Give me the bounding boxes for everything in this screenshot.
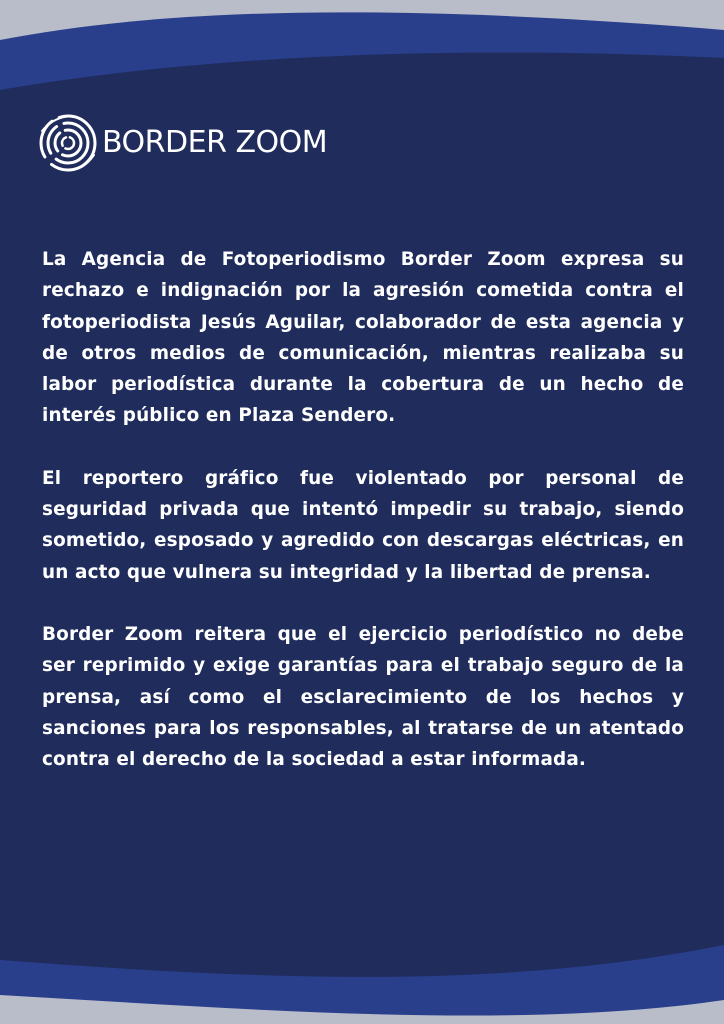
brand-logo xyxy=(36,111,327,175)
circular-lens-icon xyxy=(36,111,100,175)
brand-name: BORDER ZOOM xyxy=(102,125,328,160)
statement-body xyxy=(42,244,684,806)
statement-paragraph-2: El reportero gráfico fue violentado por personal de seguridad privada que intentó impedir su trabajo, siendo sometido, esposado y agredido con descargas eléctricas, en un acto que vulnera su integridad y la libertad de prensa. xyxy=(42,467,684,583)
statement-paragraph-1: La Agencia de Fotoperiodismo Border Zoom expresa su rechazo e indignación por la agresión cometida contra el fotoperiodista Jesús Aguilar, colaborador de esta agencia y de otros medios de comunicación, mientras realizaba su labor periodística durante la cobertura de un hecho de interés público en Plaza Sendero. xyxy=(42,249,684,427)
statement-paragraph-3: Border Zoom reitera que el ejercicio periodístico no debe ser reprimido y exige garantías para el trabajo seguro de la prensa, así como el esclarecimiento de los hechos y sanciones para los responsables, al tratarse de un atentado contra el derecho de la sociedad a estar informada. xyxy=(42,623,684,771)
